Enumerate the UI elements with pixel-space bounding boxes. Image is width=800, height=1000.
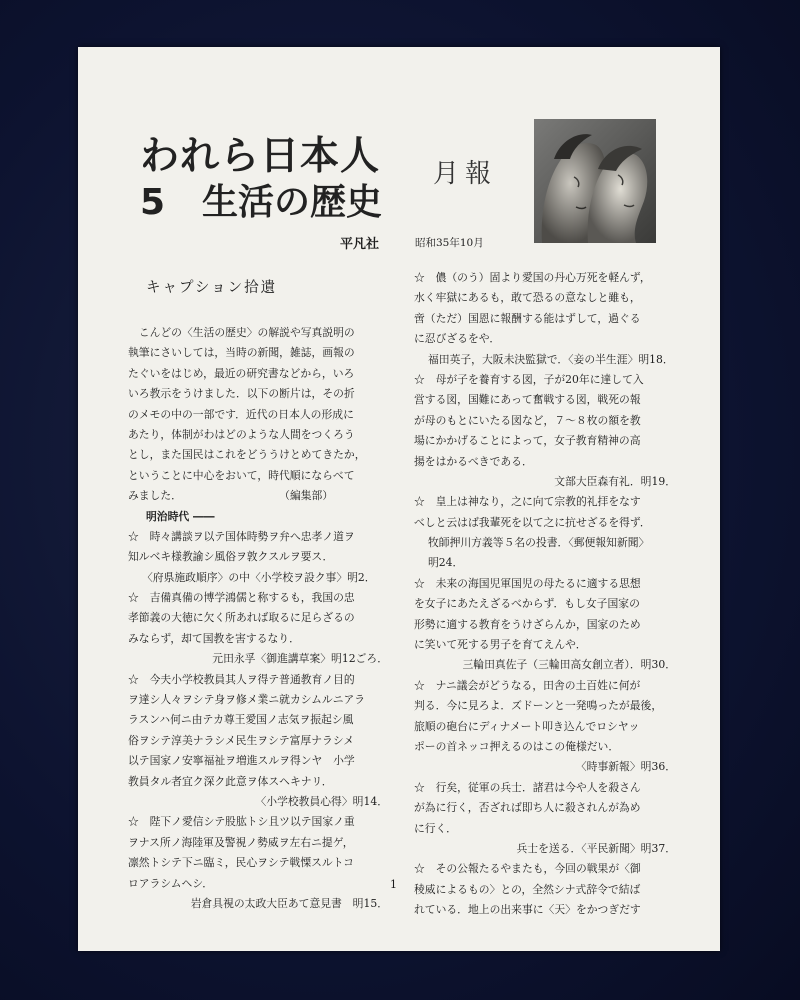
text-line: ☆ 皇上は神なり，之に向て宗教的礼拝をなす [414, 495, 641, 509]
text-line: に行く． [414, 821, 457, 835]
source-line: 三輪田真佐子（三輪田高女創立者）．明30． [462, 658, 676, 672]
text-line: ヲ達シ人々ヲシテ身ヲ修メ業ニ就カシムルニアラ [128, 693, 366, 707]
text-line: のメモの中の一部です．近代の日本人の形成に [128, 407, 354, 421]
source-line: 明24． [428, 556, 464, 570]
text-line: を女子にあたえざるべからず．もし女子国家の [414, 597, 640, 611]
text-line: 孝節義の大徳に欠く所あれば取るに足らざるの [128, 611, 355, 625]
text-line: 揚をはかるべきである． [414, 454, 533, 468]
right-column [414, 268, 676, 921]
monthly-label: 月報 [433, 159, 498, 189]
source-line: 牧師押川方義等５名の投書．〈郵便報知新聞〉 [428, 536, 650, 550]
source-line: 〈小学校教員心得〉明14． [255, 794, 388, 808]
text-line: ヲナス所ノ海陸軍及警視ノ勢威ヲ左右ニ提ゲ， [128, 835, 354, 849]
text-line: ☆ 時々講談ヲ以テ国体時勢ヲ弁へ忠孝ノ道ヲ [128, 529, 355, 543]
text-line: ポーの首ネッコ押えるのはこの俺様だい． [414, 739, 620, 753]
text-line: ☆ ナニ議会がどうなる，田舎の土百姓に何が [414, 678, 641, 692]
text-line: 旅順の砲台にディナメート叩き込んでロシヤッ [414, 719, 640, 733]
text-line: べしと云はば我輩死を以て之に抗せざるを得ず． [414, 515, 651, 529]
text-line: 以テ国家ノ安寧福祉ヲ増進スルヲ得ンヤ 小学 [128, 754, 355, 768]
text-line: とし，また国民はこれをどううけとめてきたか， [128, 448, 366, 462]
text-line: ということに中心をおいて，時代順にならべて [128, 468, 355, 482]
section-heading: キャプション拾遺 [146, 280, 278, 296]
text-line: 稜威によるもの〉との，全然シナ式辞令で結ば [414, 882, 641, 896]
text-line: いろ教示をうけました．以下の断片は，その折 [128, 387, 355, 401]
text-line: に笑いて死する男子を育てえんや． [414, 638, 587, 652]
text-line: 判る．今に見ろよ．ズドーンと一発鳴ったが最後， [414, 699, 663, 713]
text-line: たぐいをはじめ，最近の研究書などから，いろ [128, 366, 355, 380]
text-line: 教員タル者宜ク深ク此意ヲ体スヘキナリ． [128, 774, 333, 788]
text-line: 凛然トシテ下ニ臨ミ，民心ヲシテ戦慄スルトコ [128, 856, 354, 870]
text-line: 水く牢獄にあるも，敢て恐るの意なしと雖も， [414, 291, 641, 305]
text-line: 知ルベキ様教諭シ風俗ヲ敦クスルヲ要ス． [128, 550, 334, 564]
issue-date: 昭和35年10月 [415, 237, 484, 249]
text-line: こんどの〈生活の歴史〉の解説や写真説明の [128, 326, 355, 339]
editor-note-line: みました． （編集部） [128, 489, 334, 503]
text-line: 執筆にさいしては，当時の新聞，雑誌，画報の [128, 346, 355, 360]
title-line1: われら日本人 [140, 134, 381, 179]
text-line: ☆ 儂（のう）固より愛国の丹心万死を軽んず， [414, 271, 651, 284]
publisher-name: 平凡社 [340, 237, 380, 252]
text-line: 啻（ただ）国恩に報酬する能はずして，過ぐる [414, 311, 641, 325]
text-line: あたり，体制がわはどのような人間をつくろう [128, 427, 355, 441]
text-line: ☆ 吉備真備の博学鴻儒と称するも，我国の忠 [128, 591, 355, 605]
source-line: 元田永孚〈御進講草案〉明12ごろ． [212, 652, 388, 666]
source-line: 福田英子，大阪未決監獄で．〈妾の半生涯〉明18． [428, 352, 674, 366]
source-line: 文部大臣森有礼．明19． [554, 474, 676, 488]
text-line: れている．地上の出来事に〈天〉をかつぎだす [414, 903, 641, 917]
text-line: に忍びざるをや． [414, 332, 501, 346]
text-line: ☆ 今夫小学校教員其人ヲ得テ普通教育ノ目的 [128, 672, 355, 686]
page-number: 1 [390, 878, 397, 891]
text-line: ☆ その公報たるやまたも，今回の戦果が〈御 [414, 862, 641, 876]
text-line: ☆ 未来の海国児軍国児の母たるに適する思想 [414, 576, 641, 590]
text-line: ☆ 陛下ノ愛信シテ股肱トシ且ツ以テ国家ノ重 [128, 815, 355, 829]
source-line: 〈府県施政順序〉の中〈小学校ヲ設ク事〉明2． [142, 570, 376, 584]
text-line: が為に行く，否ざれば即ち人に殺されんが為め [414, 801, 641, 815]
text-line: ☆ 母が子を養育する図，子が20年に達して入 [414, 372, 644, 386]
text-line: 俗ヲシテ淳美ナラシメ民生ヲシテ富厚ナラシメ [128, 733, 355, 747]
volume-number: 5 [140, 182, 166, 223]
source-line: 岩倉具視の太政大臣あて意見書 明15． [190, 896, 388, 910]
text-line: ☆ 行矣，従軍の兵士．諸君は今や人を殺さん [414, 780, 641, 794]
relief-sculpture-image [534, 119, 656, 243]
text-line: みならず，却て国教を害するなり． [128, 631, 300, 645]
title-line2 [140, 174, 382, 225]
source-line: 兵士を送る．〈平民新聞〉明37． [516, 841, 676, 855]
text-line: 営する図，国難にあって奮戦する図，戦死の報 [414, 393, 641, 407]
volume-subtitle: 生活の歴史 [202, 182, 383, 223]
text-line: 形勢に適する教育をうけざらんか，国家のため [414, 617, 641, 631]
text-line: ラスンハ何ニ由テカ尊王愛国ノ志気ヲ振起シ風 [128, 713, 354, 727]
text-line: ロアラシムヘシ． [128, 876, 214, 890]
text-line: 場にかかげることによって，女子教育精神の高 [414, 434, 641, 448]
era-heading: 明治時代 ―― [146, 509, 215, 523]
pamphlet-page [78, 47, 720, 951]
text-line: が母のもとにいたる図など，７～８枚の額を教 [414, 413, 641, 427]
source-line: 〈時事新報〉明36． [575, 760, 676, 774]
left-column [128, 323, 388, 914]
